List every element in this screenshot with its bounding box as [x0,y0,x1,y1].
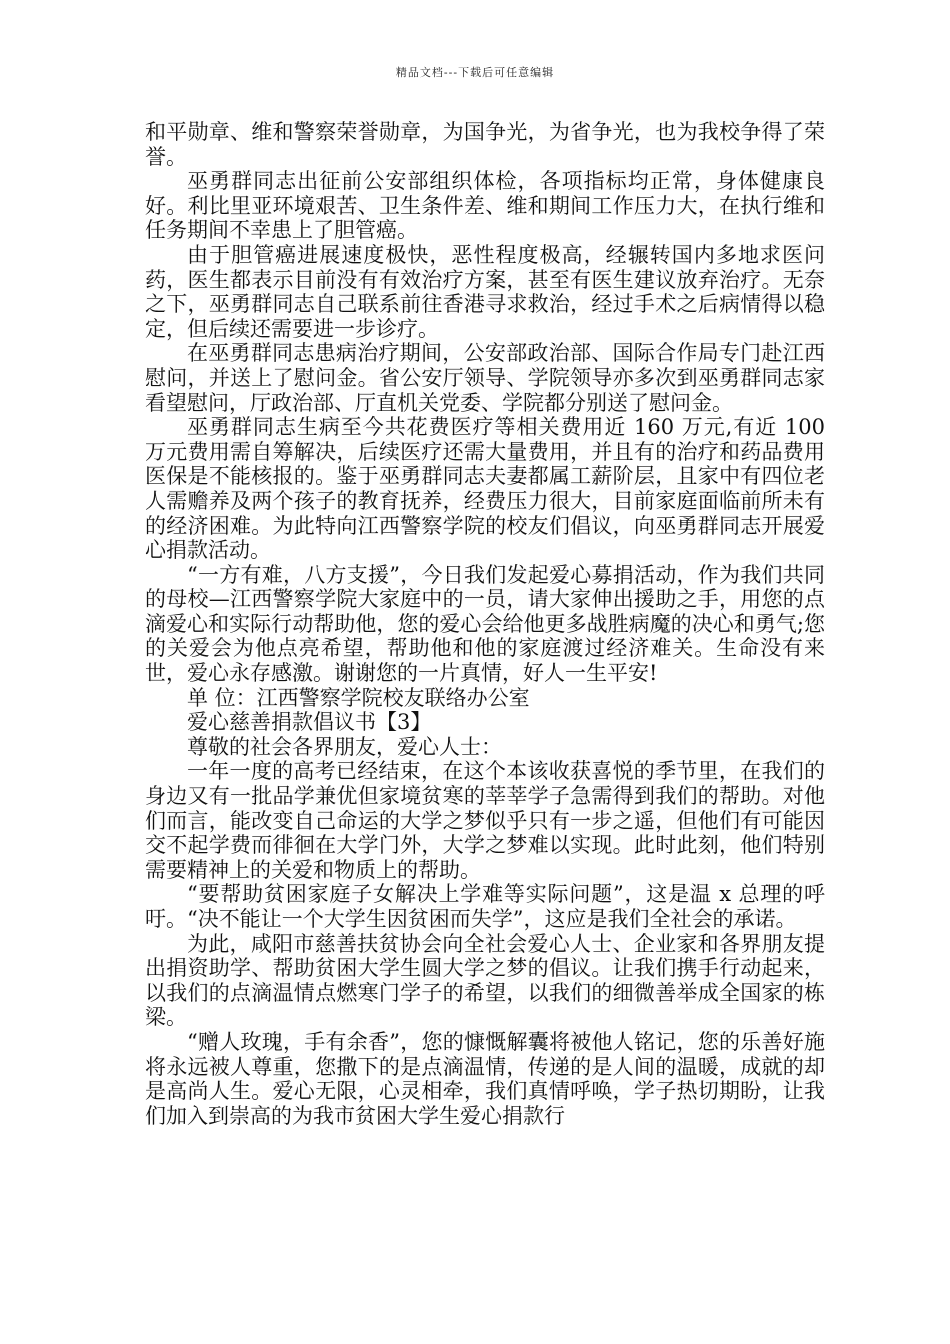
signature-unit-line: 单 位：江西警察学院校友联络办公室 [187,685,530,710]
paragraph-2: 巫勇群同志出征前公安部组织体检，各项指标均正常，身体健康良好。利比里亚环境艰苦、卫生条件差、维和期间工作压力大，在执行维和任务期间不幸患上了胆管癌。 [145,169,825,243]
section-title: 爱心慈善捐款倡议书【3】 [187,710,432,735]
paragraph-10: 一年一度的高考已经结束，在这个本该收获喜悦的季节里，在我们的身边又有一批品学兼优但家境贫寒的莘莘学子急需得到我们的帮助。对他们而言，能改变自己命运的大学之梦似乎只有一步之遥，但他们有可能因交不起学费而徘徊在大学门外，大学之梦难以实现。此时此刻，他们特别需要精神上的关爱和物质上的帮助。 [145,759,825,882]
page-header: 精品文档---下载后可任意编辑 [395,66,555,79]
paragraph-4: 在巫勇群同志患病治疗期间，公安部政治部、国际合作局专门赴江西慰问，并送上了慰问金。省公安厅领导、学院领导亦多次到巫勇群同志家看望慰问，厅政治部、厅直机关党委、学院都分别送了慰问金。 [145,341,825,415]
document-body [145,120,825,1128]
paragraph-11: “要帮助贫困家庭子女解决上学难等实际问题”，这是温 x 总理的呼吁。“决不能让一个大学生因贫困而失学”，这应是我们全社会的承诺。 [145,882,825,931]
paragraph-12: 为此，咸阳市慈善扶贫协会向全社会爱心人士、企业家和各界朋友提出捐资助学、帮助贫困大学生圆大学之梦的倡议。让我们携手行动起来，以我们的点滴温情点燃寒门学子的希望，以我们的细微善举成全国家的栋梁。 [145,931,825,1030]
paragraph-3: 由于胆管癌进展速度极快，恶性程度极高，经辗转国内多地求医问药，医生都表示目前没有有效治疗方案，甚至有医生建议放弃治疗。无奈之下，巫勇群同志自己联系前往香港寻求救治，经过手术之后病情得以稳定，但后续还需要进一步诊疗。 [145,242,825,341]
paragraph-5: 巫勇群同志生病至今共花费医疗等相关费用近 160 万元,有近 100 万元费用需自筹解决，后续医疗还需大量费用，并且有的治疗和药品费用医保是不能核报的。鉴于巫勇群同志夫妻都属工薪阶层，且家中有四位老人需赡养及两个孩子的教育抚养，经费压力很大，目前家庭面临前所未有的经济困难。为此特向江西警察学院的校友们倡议，向巫勇群同志开展爱心捐款活动。 [145,415,825,563]
paragraph-6: “一方有难，八方支援”，今日我们发起爱心募捐活动，作为我们共同的母校—江西警察学院大家庭中的一员，请大家伸出援助之手，用您的点滴爱心和实际行动帮助他，您的爱心会给他更多战胜病魔的决心和勇气;您的关爱会为他点亮希望，帮助他和他的家庭渡过经济难关。生命没有来世，爱心永存感激。谢谢您的一片真情，好人一生平安! [145,562,825,686]
paragraph-13: “赠人玫瑰，手有余香”，您的慷慨解囊将被他人铭记，您的乐善好施将永远被人尊重，您撒下的是点滴温情，传递的是人间的温暖，成就的却是高尚人生。爱心无限，心灵相牵，我们真情呼唤，学子热切期盼，让我们加入到崇高的为我市贫困大学生爱心捐款行 [145,1029,825,1128]
paragraph-1: 和平勋章、维和警察荣誉勋章，为国争光，为省争光，也为我校争得了荣誉。 [145,120,825,169]
salutation: 尊敬的社会各界朋友，爱心人士： [187,734,502,759]
